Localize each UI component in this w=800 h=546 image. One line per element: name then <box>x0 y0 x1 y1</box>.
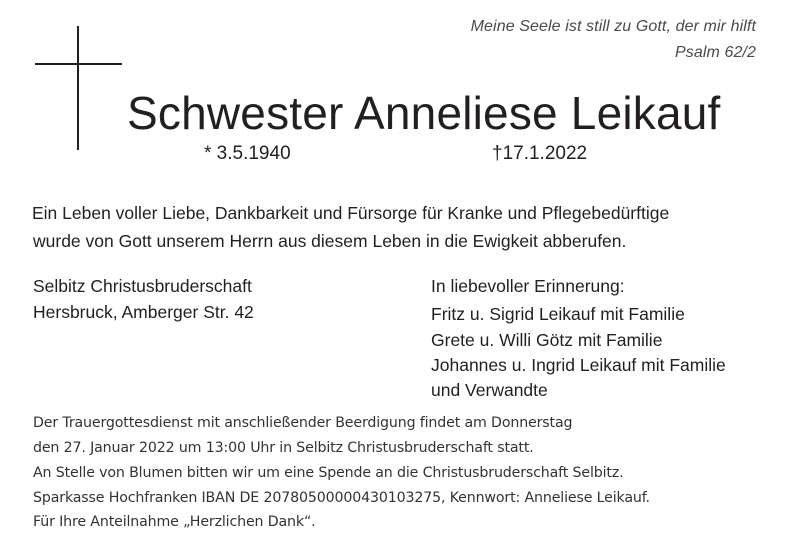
sender-line: Selbitz Christusbruderschaft <box>33 276 252 296</box>
notice-line: den 27. Januar 2022 um 13:00 Uhr in Selbitz Christusbruderschaft statt. <box>33 440 534 456</box>
notice-line: Für Ihre Anteilnahme „Herzlichen Dank“. <box>33 514 316 530</box>
mourners-heading: In liebevoller Erinnerung: <box>431 276 625 296</box>
sender-line: Hersbruck, Amberger Str. 42 <box>33 302 254 322</box>
intro-line: Ein Leben voller Liebe, Dankbarkeit und Fürsorge für Kranke und Pflegebedürftige <box>32 203 670 223</box>
notice-line: Der Trauergottesdienst mit anschließender Beerdigung findet am Donnerstag <box>33 415 573 431</box>
bible-reference: Psalm 62/2 <box>674 44 756 61</box>
mourner-line: und Verwandte <box>431 380 548 400</box>
notice-line: An Stelle von Blumen bitten wir um eine Spende an die Christusbruderschaft Selbitz. <box>33 465 624 481</box>
death-date: †17.1.2022 <box>492 143 588 164</box>
deceased-name: Schwester Anneliese Leikauf <box>127 87 721 139</box>
bible-quote: Meine Seele ist still zu Gott, der mir hilft <box>470 18 756 35</box>
notice-line: Sparkasse Hochfranken IBAN DE 20780500000430103275, Kennwort: Anneliese Leikauf. <box>33 490 650 506</box>
mourner-line: Fritz u. Sigrid Leikauf mit Familie <box>431 304 685 324</box>
intro-line: wurde von Gott unserem Herrn aus diesem Leben in die Ewigkeit abberufen. <box>33 231 627 251</box>
birth-date: * 3.5.1940 <box>204 143 291 164</box>
mourner-line: Johannes u. Ingrid Leikauf mit Familie <box>431 355 726 375</box>
mourner-line: Grete u. Willi Götz mit Familie <box>431 330 663 350</box>
